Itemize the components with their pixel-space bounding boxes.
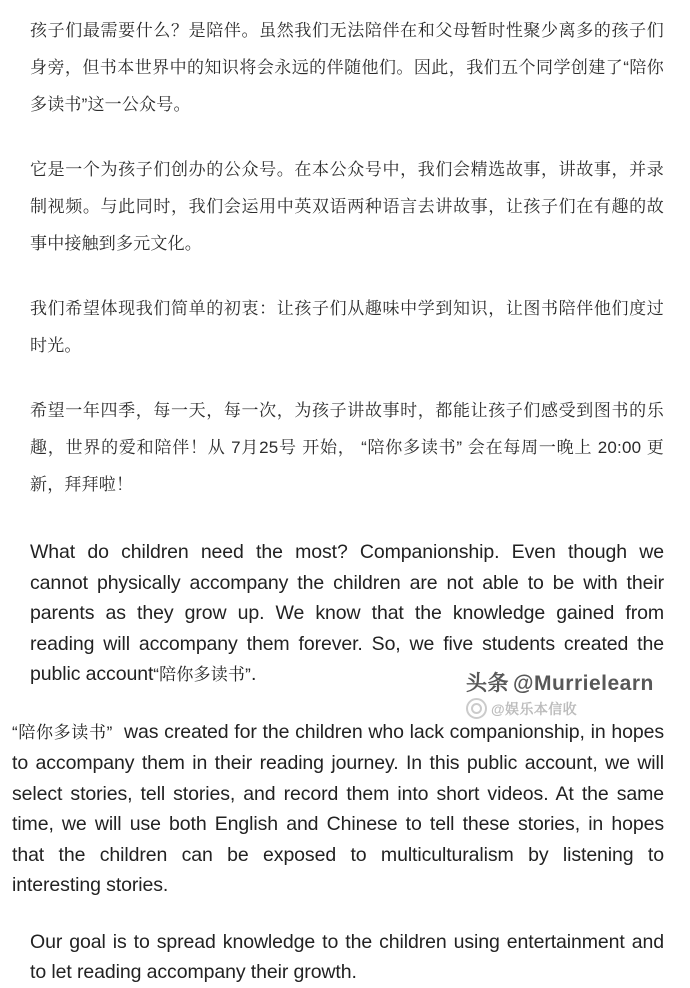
chinese-paragraph-4: 希望一年四季，每一天，每一次，为孩子讲故事时，都能让孩子们感受到图书的乐趣，世界的爱和陪伴！从 7月25号 开始， “陪你多读书” 会在每周一晚上 20:00 更新，拜拜啦！ — [30, 401, 664, 494]
chinese-paragraph-3: 我们希望体现我们简单的初衷：让孩子们从趣味中学到知识，让图书陪伴他们度过时光。 — [30, 299, 664, 355]
english-paragraph-1-tail: . — [251, 663, 257, 685]
watermark-handle-label: @Murrielearn — [513, 672, 654, 695]
english-paragraph-2 — [0, 717, 690, 901]
watermark-platform-label: 头条 — [466, 672, 509, 695]
chinese-paragraph-1: 孩子们最需要什么？是陪伴。虽然我们无法陪伴在和父母暂时性聚少离多的孩子们身旁，但书本世界中的知识将会永远的伴随他们。因此，我们五个同学创建了“陪你多读书”这一公众号。 — [30, 21, 664, 114]
watermark-sub-label: @娱乐本信收 — [491, 700, 578, 717]
english-paragraph-2-text: was created for the children who lack companionship, in hopes to accompany them in their reading journey. In this public account, we will select stories, tell stories, and record them into short videos. At the same time, we will use both English and Chinese to tell these stories, in hopes that the children can be exposed to multiculturalism by listening to interesting stories. — [12, 720, 665, 896]
english-paragraph-3: Our goal is to spread knowledge to the children using entertainment and to let reading accompany their growth. — [30, 930, 664, 983]
account-name-inline-2: “陪你多读书” — [12, 722, 113, 742]
chinese-paragraph-2: 它是一个为孩子们创办的公众号。在本公众号中，我们会精选故事，讲故事，并录制视频。与此同时，我们会运用中英双语两种语言去讲故事，让孩子们在有趣的故事中接触到多元文化。 — [30, 160, 664, 253]
english-paragraph-1 — [0, 537, 690, 691]
account-name-inline-1: “陪你多读书” — [153, 665, 251, 684]
english-paragraph-1-text: What do children need the most? Companionship. Even though we cannot physically accompany the children are not able to be with their parents as they grow up. We know that the knowledge gained from reading will accompany them forever. So, we five students created the public account — [30, 541, 664, 685]
